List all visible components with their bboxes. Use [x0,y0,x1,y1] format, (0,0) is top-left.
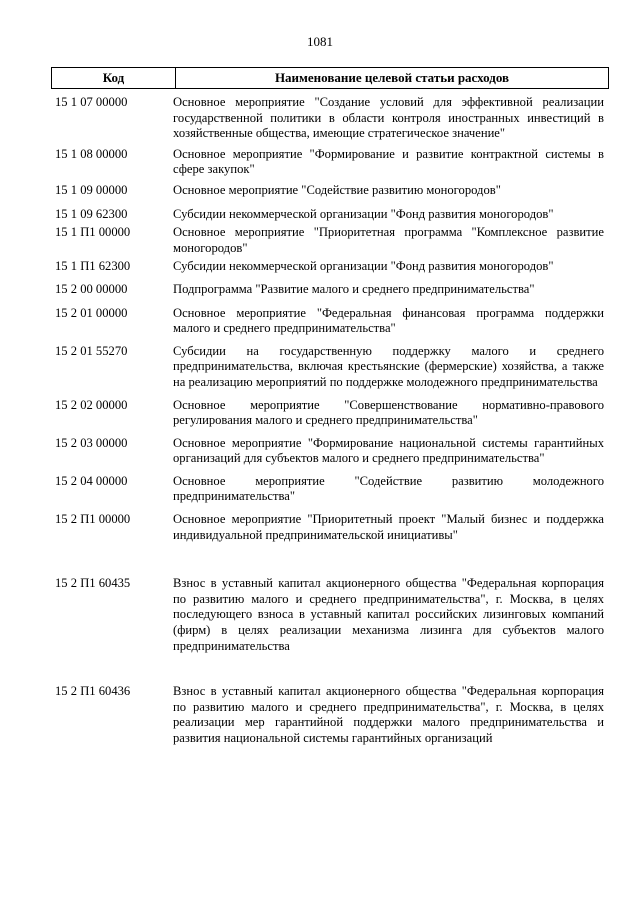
row-name: Основное мероприятие "Создание условий для эффективной реализации государственной политики в области контроля иностранных инвестиций в хозяйственные общества, имеющие стратегическое значение" [173,95,604,141]
row-name: Основное мероприятие "Формирование и развитие контрактной системы в сфере закупок" [173,146,604,177]
table-header [51,67,609,89]
row-code: 15 2 01 55270 [55,343,128,358]
row-code: 15 1 09 62300 [55,206,128,221]
row-name: Субсидии некоммерческой организации "Фонд развития моногородов" [173,206,554,221]
table-row [55,306,604,337]
row-code: 15 1 П1 00000 [55,225,131,240]
row-name: Взнос в уставный капитал акционерного общества "Федеральная корпорация по развитию малого и среднего предпринимательства", г. Москва, в целях реализации мер гарантийной поддержки малого предпринимательства и развития национальной системы гарантийных организаций [173,684,604,745]
table-row [55,207,604,223]
row-name: Взнос в уставный капитал акционерного общества "Федеральная корпорация по развитию малого и среднего предпринимательства", г. Москва, в целях последующего взноса в уставный капитал российских лизинговых компаний (фирм) в целях реализации механизма лизинга для субъектов малого предпринимательства [173,576,604,653]
row-name: Основное мероприятие "Совершенствование нормативно-правового регулирования малого и среднего предпринимательства" [173,397,604,428]
table-row [55,282,604,298]
row-name: Основное мероприятие "Приоритетная программа "Комплексное развитие моногородов" [173,225,604,255]
row-code: 15 2 П1 60435 [55,576,131,591]
row-name: Основное мероприятие "Содействие развитию молодежного предпринимательства" [173,473,604,504]
table-row [55,147,604,178]
table-row [55,183,604,199]
row-name: Основное мероприятие "Приоритетный проект "Малый бизнес и поддержка индивидуальной предпринимательской инициативы" [173,512,604,542]
page-number: 1081 [307,34,333,49]
row-code: 15 2 П1 60436 [55,684,131,699]
table-row [55,95,604,142]
table-row [55,398,604,429]
column-header-code: Код [52,68,176,88]
table-row [55,684,604,746]
row-code: 15 1 П1 62300 [55,259,131,274]
row-name: Подпрограмма "Развитие малого и среднего предпринимательства" [173,281,535,296]
row-code: 15 2 04 00000 [55,473,128,488]
row-code: 15 2 01 00000 [55,305,128,320]
table-row [55,225,604,256]
row-code: 15 2 00 00000 [55,281,128,296]
row-name: Субсидии на государственную поддержку малого и среднего предпринимательства, включая крестьянские (фермерские) хозяйства, а также на реализацию мероприятий по поддержке молодежного предпринимательства [173,343,604,389]
column-header-name: Наименование целевой статьи расходов [274,70,510,85]
table-row [55,259,604,275]
row-code: 15 2 02 00000 [55,397,128,412]
row-name: Субсидии некоммерческой организации "Фонд развития моногородов" [173,259,554,274]
row-code: 15 2 03 00000 [55,435,128,450]
row-name: Основное мероприятие "Формирование национальной системы гарантийных организаций для субъектов малого и среднего предпринимательства" [173,435,604,466]
table-row [55,474,604,505]
row-code: 15 1 09 00000 [55,182,128,197]
row-name: Основное мероприятие "Федеральная финансовая программа поддержки малого и среднего предпринимательства" [173,305,604,336]
table-row [55,576,604,654]
table-row [55,512,604,543]
row-code: 15 2 П1 00000 [55,512,131,527]
row-code: 15 1 07 00000 [55,95,128,109]
row-code: 15 1 08 00000 [55,146,128,161]
row-name: Основное мероприятие "Содействие развитию моногородов" [173,182,501,197]
table-row [55,344,604,391]
table-body [55,95,604,747]
table-row [55,436,604,467]
